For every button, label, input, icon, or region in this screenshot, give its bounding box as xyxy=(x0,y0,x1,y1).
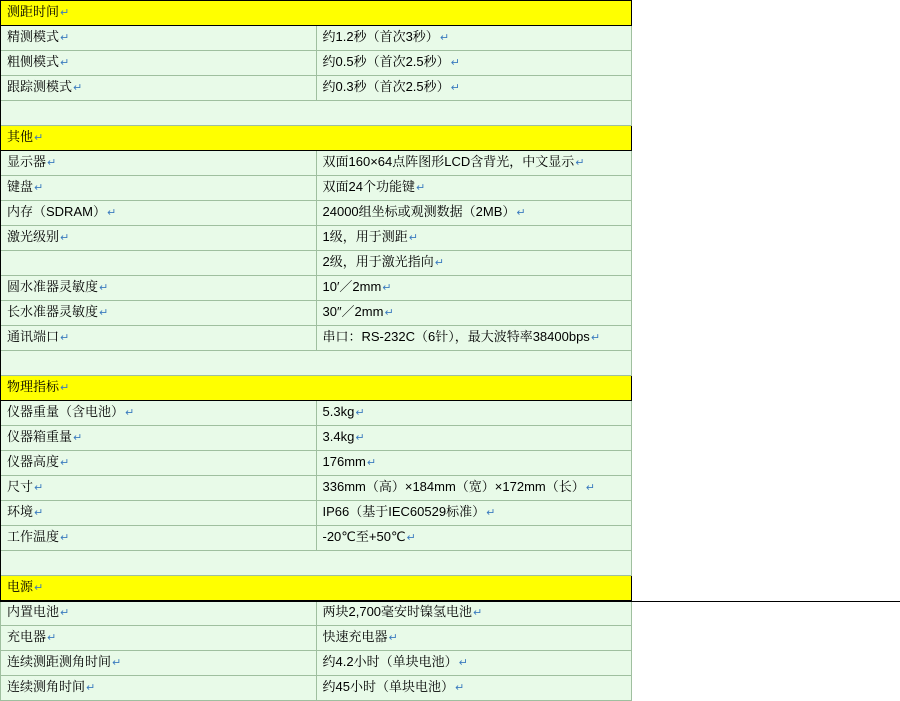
paragraph-mark-icon: ↵ xyxy=(450,82,460,94)
spec-label-cell: 长水准器灵敏度↵ xyxy=(1,301,317,326)
spec-value-cell: IP66（基于IEC60529标准）↵ xyxy=(316,501,632,526)
spec-label-cell: 仪器高度↵ xyxy=(1,451,317,476)
table-row xyxy=(1,626,632,651)
table-row xyxy=(1,201,632,226)
paragraph-mark-icon: ↵ xyxy=(34,582,44,594)
paragraph-mark-icon: ↵ xyxy=(73,432,83,444)
spec-value-cell: 双面160×64点阵图形LCD含背光，中文显示↵ xyxy=(316,151,632,176)
spec-value-cell: 约4.2小时（单块电池）↵ xyxy=(316,651,632,676)
paragraph-mark-icon: ↵ xyxy=(125,407,135,419)
paragraph-mark-icon: ↵ xyxy=(99,282,109,294)
paragraph-mark-icon: ↵ xyxy=(486,507,496,519)
spec-label-cell: 内置电池↵ xyxy=(1,601,317,626)
section-title: 电源↵ xyxy=(1,576,632,601)
table-row xyxy=(1,451,632,476)
paragraph-mark-icon: ↵ xyxy=(458,657,468,669)
spec-label-cell: 圆水准器灵敏度↵ xyxy=(1,276,317,301)
section-header-row xyxy=(1,126,632,151)
table-row xyxy=(1,276,632,301)
section-title: 其他↵ xyxy=(1,126,632,151)
paragraph-mark-icon: ↵ xyxy=(60,457,70,469)
table-row xyxy=(1,251,632,276)
section-header-row xyxy=(1,576,632,601)
spec-value-cell: -20℃至+50℃↵ xyxy=(316,526,632,551)
spec-value-cell: 5.3kg↵ xyxy=(316,401,632,426)
paragraph-mark-icon: ↵ xyxy=(34,182,44,194)
paragraph-mark-icon: ↵ xyxy=(585,482,595,494)
table-row xyxy=(1,501,632,526)
table-row xyxy=(1,476,632,501)
spec-value-cell: 336mm（高）×184mm（宽）×172mm（长）↵ xyxy=(316,476,632,501)
paragraph-mark-icon: ↵ xyxy=(408,232,418,244)
spec-label-cell: 通讯端口↵ xyxy=(1,326,317,351)
paragraph-mark-icon: ↵ xyxy=(434,257,444,269)
table-row xyxy=(1,401,632,426)
spec-value-cell: 3.4kg↵ xyxy=(316,426,632,451)
paragraph-mark-icon: ↵ xyxy=(60,232,70,244)
spec-label-cell: 仪器重量（含电池）↵ xyxy=(1,401,317,426)
table-row xyxy=(1,76,632,101)
paragraph-mark-icon: ↵ xyxy=(112,657,122,669)
paragraph-mark-icon: ↵ xyxy=(106,207,117,219)
paragraph-mark-icon: ↵ xyxy=(388,632,398,644)
section-title: 物理指标↵ xyxy=(1,376,632,401)
table-row xyxy=(1,326,632,351)
table-row xyxy=(1,26,632,51)
spec-value-cell: 30″／2mm↵ xyxy=(316,301,632,326)
table-spacer-cell xyxy=(1,101,632,126)
page-bottom-rule xyxy=(0,601,900,602)
spec-label-cell: 连续测距测角时间↵ xyxy=(1,651,317,676)
spec-value-cell: 2级，用于激光指向↵ xyxy=(316,251,632,276)
spec-value-cell: 176mm↵ xyxy=(316,451,632,476)
spec-value-cell: 10′／2mm↵ xyxy=(316,276,632,301)
page-left-rule xyxy=(0,0,1,601)
spec-value-cell: 约1.2秒（首次3秒）↵ xyxy=(316,26,632,51)
section-title: 测距时间↵ xyxy=(1,1,632,26)
table-row xyxy=(1,676,632,701)
spec-label-cell: 充电器↵ xyxy=(1,626,317,651)
spec-value-cell: 约45小时（单块电池）↵ xyxy=(316,676,632,701)
spec-label-cell: 跟踪测模式↵ xyxy=(1,76,317,101)
table-row xyxy=(1,426,632,451)
spec-value-cell: 约0.3秒（首次2.5秒）↵ xyxy=(316,76,632,101)
paragraph-mark-icon: ↵ xyxy=(366,457,377,469)
paragraph-mark-icon: ↵ xyxy=(60,382,70,394)
spec-value-cell: 约0.5秒（首次2.5秒）↵ xyxy=(316,51,632,76)
paragraph-mark-icon: ↵ xyxy=(60,607,70,619)
table-row xyxy=(1,526,632,551)
spec-value-cell: 1级，用于测距↵ xyxy=(316,226,632,251)
paragraph-mark-icon: ↵ xyxy=(47,157,57,169)
paragraph-mark-icon: ↵ xyxy=(590,332,601,344)
table-spacer-row xyxy=(1,551,632,576)
spec-label-cell: 内存（SDRAM）↵ xyxy=(1,201,317,226)
spec-label-cell xyxy=(1,251,317,276)
spec-label-cell: 显示器↵ xyxy=(1,151,317,176)
spec-label-cell: 连续测角时间↵ xyxy=(1,676,317,701)
paragraph-mark-icon: ↵ xyxy=(355,432,365,444)
spec-value-cell: 快速充电器↵ xyxy=(316,626,632,651)
paragraph-mark-icon: ↵ xyxy=(60,32,70,44)
table-row xyxy=(1,601,632,626)
table-row xyxy=(1,51,632,76)
spec-value-cell: 两块2,700毫安时镍氢电池↵ xyxy=(316,601,632,626)
spec-label-cell: 激光级别↵ xyxy=(1,226,317,251)
paragraph-mark-icon: ↵ xyxy=(34,132,44,144)
spec-label-cell: 仪器箱重量↵ xyxy=(1,426,317,451)
paragraph-mark-icon: ↵ xyxy=(60,57,70,69)
table-spacer-row xyxy=(1,101,632,126)
paragraph-mark-icon: ↵ xyxy=(99,307,109,319)
paragraph-mark-icon: ↵ xyxy=(454,682,465,694)
paragraph-mark-icon: ↵ xyxy=(382,282,392,294)
table-row xyxy=(1,226,632,251)
spec-label-cell: 粗侧模式↵ xyxy=(1,51,317,76)
spec-label-cell: 工作温度↵ xyxy=(1,526,317,551)
paragraph-mark-icon: ↵ xyxy=(406,532,416,544)
spec-value-cell: 24000组坐标或观测数据（2MB）↵ xyxy=(316,201,632,226)
paragraph-mark-icon: ↵ xyxy=(450,57,460,69)
table-spacer-cell xyxy=(1,551,632,576)
section-header-row xyxy=(1,1,632,26)
paragraph-mark-icon: ↵ xyxy=(473,607,483,619)
spec-value-cell: 双面24个功能键↵ xyxy=(316,176,632,201)
paragraph-mark-icon: ↵ xyxy=(73,82,83,94)
paragraph-mark-icon: ↵ xyxy=(47,632,57,644)
table-spacer-row xyxy=(1,351,632,376)
paragraph-mark-icon: ↵ xyxy=(415,182,426,194)
table-row xyxy=(1,651,632,676)
table-row xyxy=(1,151,632,176)
table-row xyxy=(1,301,632,326)
paragraph-mark-icon: ↵ xyxy=(575,157,585,169)
spec-label-cell: 精测模式↵ xyxy=(1,26,317,51)
spec-label-cell: 环境↵ xyxy=(1,501,317,526)
paragraph-mark-icon: ↵ xyxy=(439,32,450,44)
paragraph-mark-icon: ↵ xyxy=(34,507,44,519)
paragraph-mark-icon: ↵ xyxy=(355,407,365,419)
table-row xyxy=(1,176,632,201)
paragraph-mark-icon: ↵ xyxy=(60,7,70,19)
paragraph-mark-icon: ↵ xyxy=(60,332,70,344)
paragraph-mark-icon: ↵ xyxy=(34,482,44,494)
paragraph-mark-icon: ↵ xyxy=(516,207,526,219)
spec-label-cell: 尺寸↵ xyxy=(1,476,317,501)
paragraph-mark-icon: ↵ xyxy=(86,682,96,694)
paragraph-mark-icon: ↵ xyxy=(384,307,394,319)
spec-label-cell: 键盘↵ xyxy=(1,176,317,201)
table-spacer-cell xyxy=(1,351,632,376)
section-header-row xyxy=(1,376,632,401)
spec-value-cell: 串口：RS-232C（6针），最大波特率38400bps↵ xyxy=(316,326,632,351)
paragraph-mark-icon: ↵ xyxy=(60,532,70,544)
